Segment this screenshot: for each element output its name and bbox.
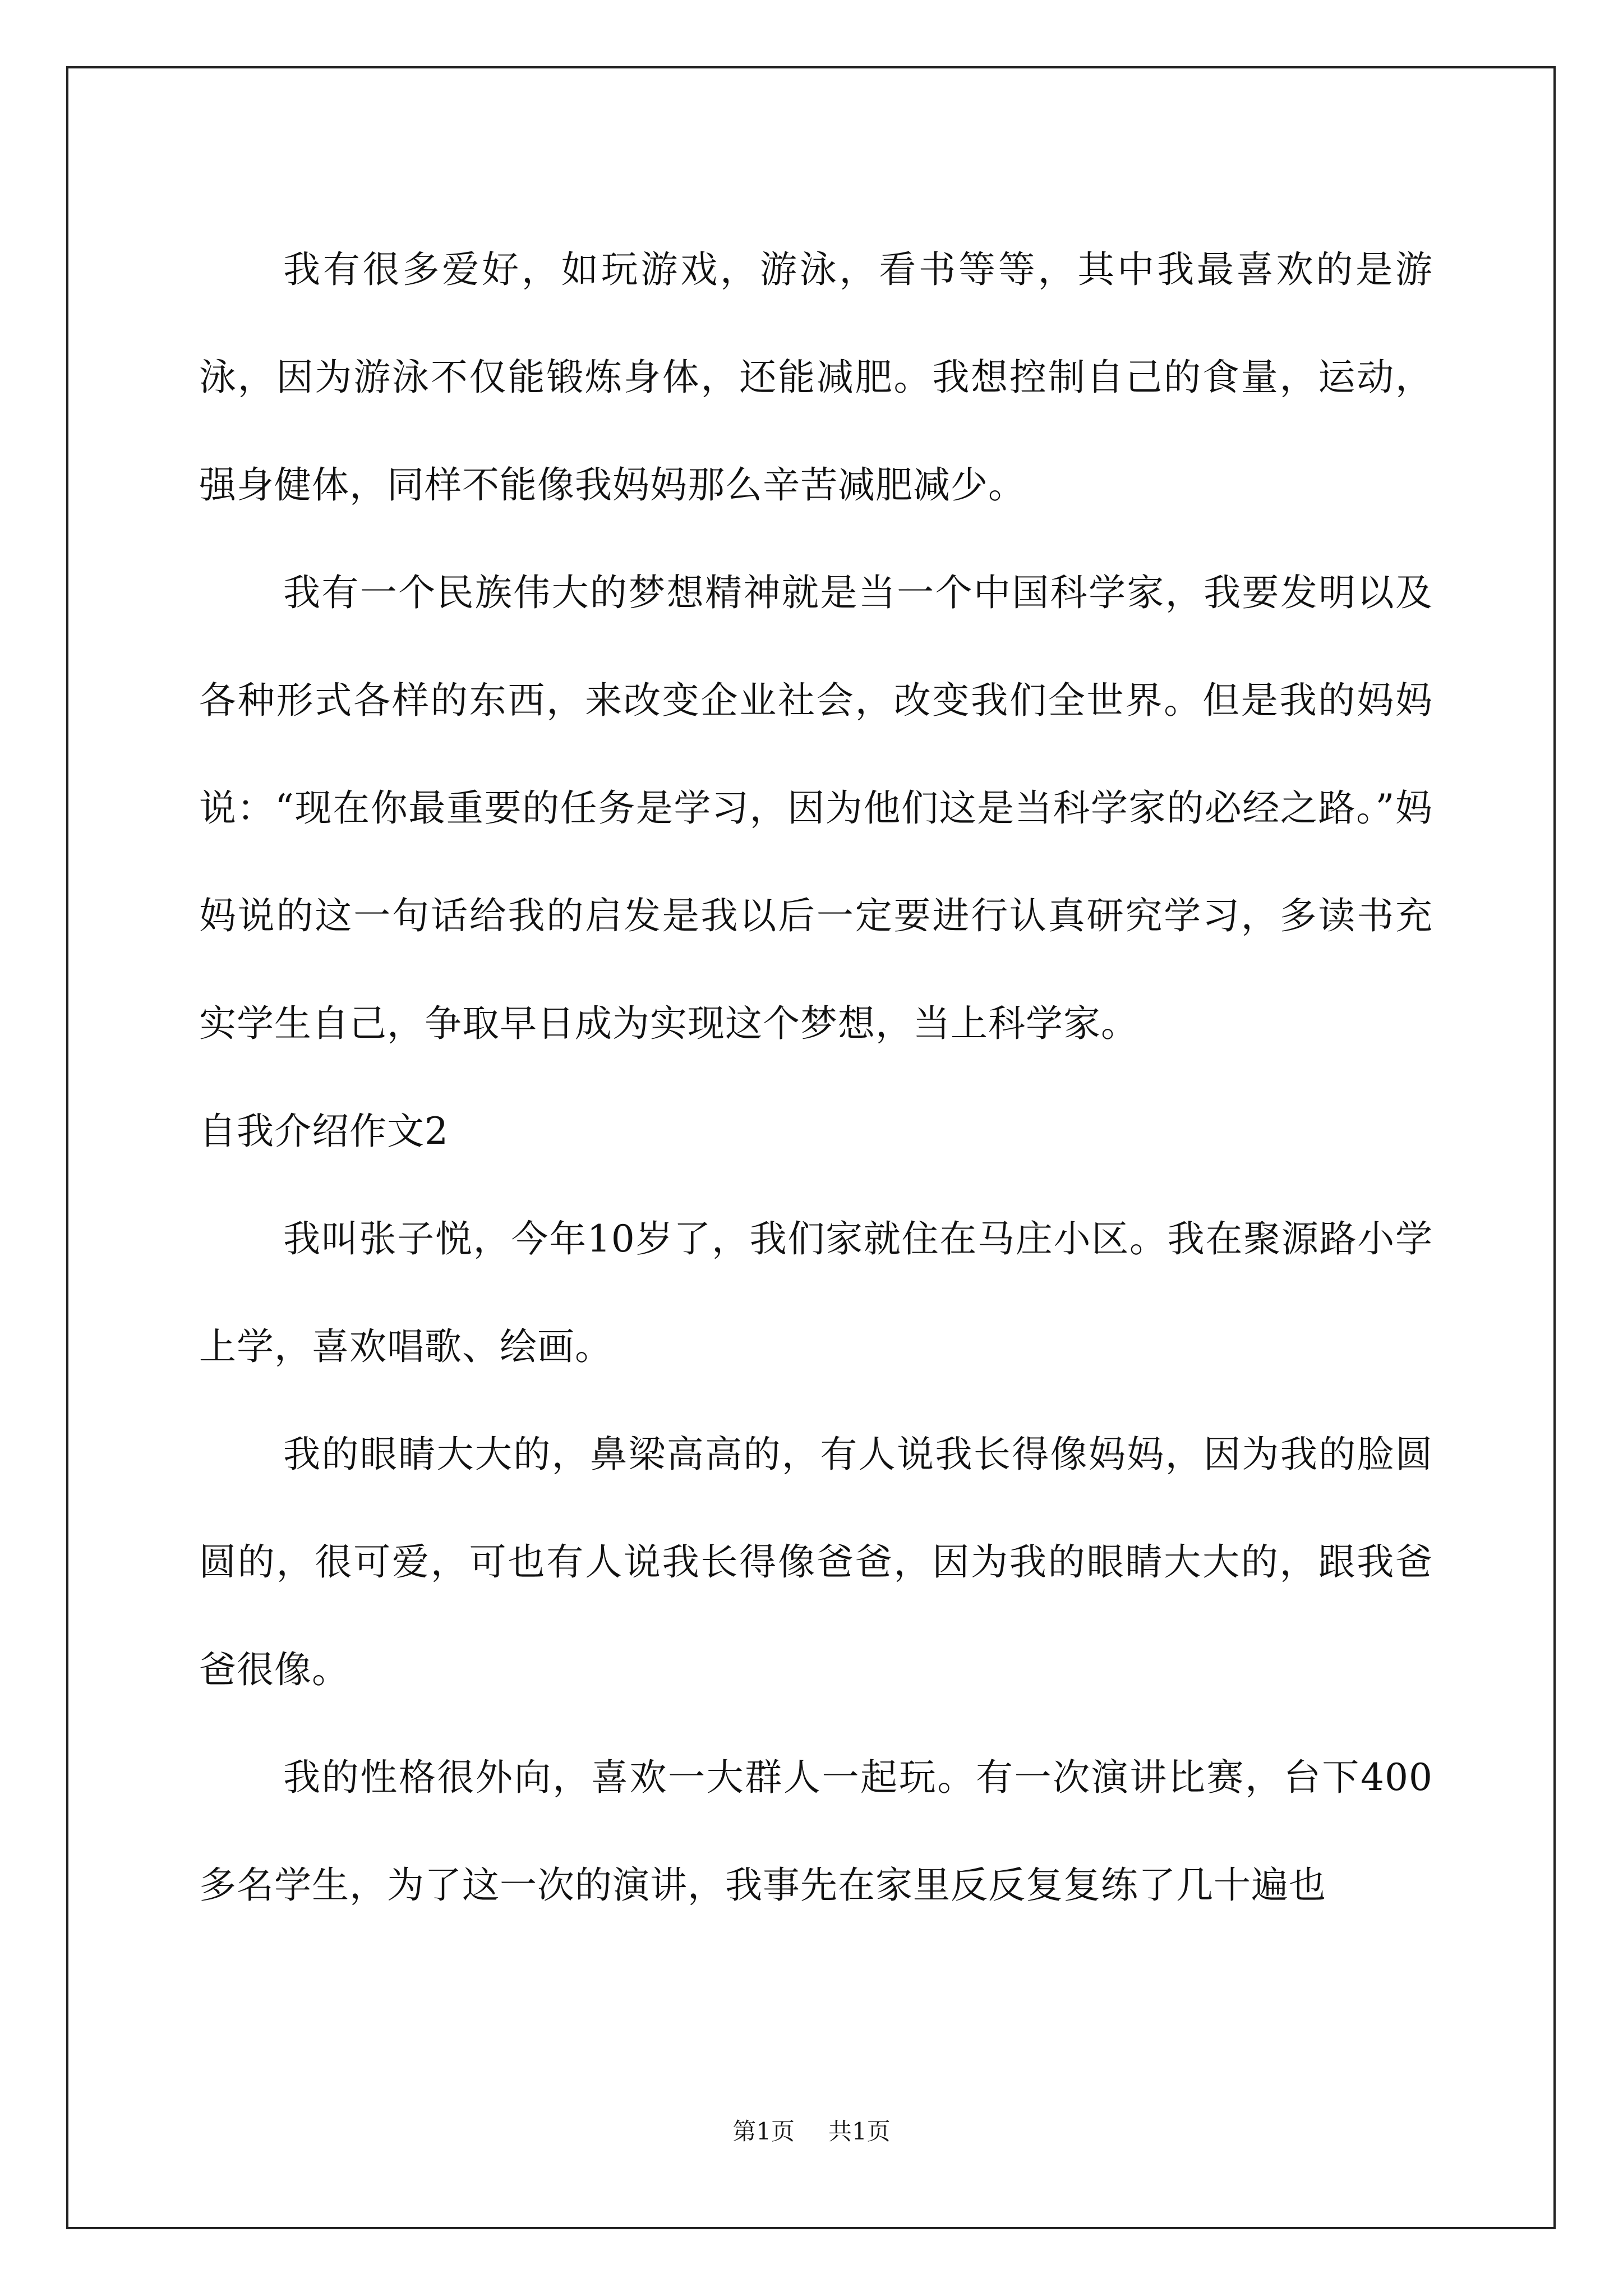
paragraph-personality: 我的性格很外向，喜欢一大群人一起玩。有一次演讲比赛，台下400多名学生，为了这一次的演讲，我事先在家里反反复复练了几十遍也 — [199, 1756, 1433, 1907]
page-number-current: 第1页 — [732, 2118, 795, 2145]
section-heading: 自我介绍作文2 — [199, 1110, 449, 1153]
page-number-total: 共1页 — [828, 2118, 891, 2145]
paragraph-dream: 我有一个民族伟大的梦想精神就是当一个中国科学家，我要发明以及各种形式各样的东西，来改变企业社会，改变我们全世界。但是我的妈妈说：“现在你最重要的任务是学习，因为他们这是当科学家的必经之路。”妈妈说的这一句话给我的启发是我以后一定要进行认真研究学习，多读书充实学生自己，争取早日成为实现这个梦想，当上科学家。 — [199, 571, 1433, 1045]
page-footer — [0, 2115, 1623, 2148]
paragraph-hobbies: 我有很多爱好，如玩游戏，游泳，看书等等，其中我最喜欢的是游泳，因为游泳不仅能锻炼身体，还能减肥。我想控制自己的食量，运动，强身健体，同样不能像我妈妈那么辛苦减肥减少。 — [199, 248, 1433, 507]
paragraph-intro: 我叫张子悦，今年10岁了，我们家就住在马庄小区。我在聚源路小学上学，喜欢唱歌、绘画。 — [199, 1217, 1433, 1368]
document-body — [199, 216, 1433, 1939]
paragraph-appearance: 我的眼睛大大的，鼻梁高高的，有人说我长得像妈妈，因为我的脸圆圆的，很可爱，可也有人说我长得像爸爸，因为我的眼睛大大的，跟我爸爸很像。 — [199, 1433, 1433, 1691]
